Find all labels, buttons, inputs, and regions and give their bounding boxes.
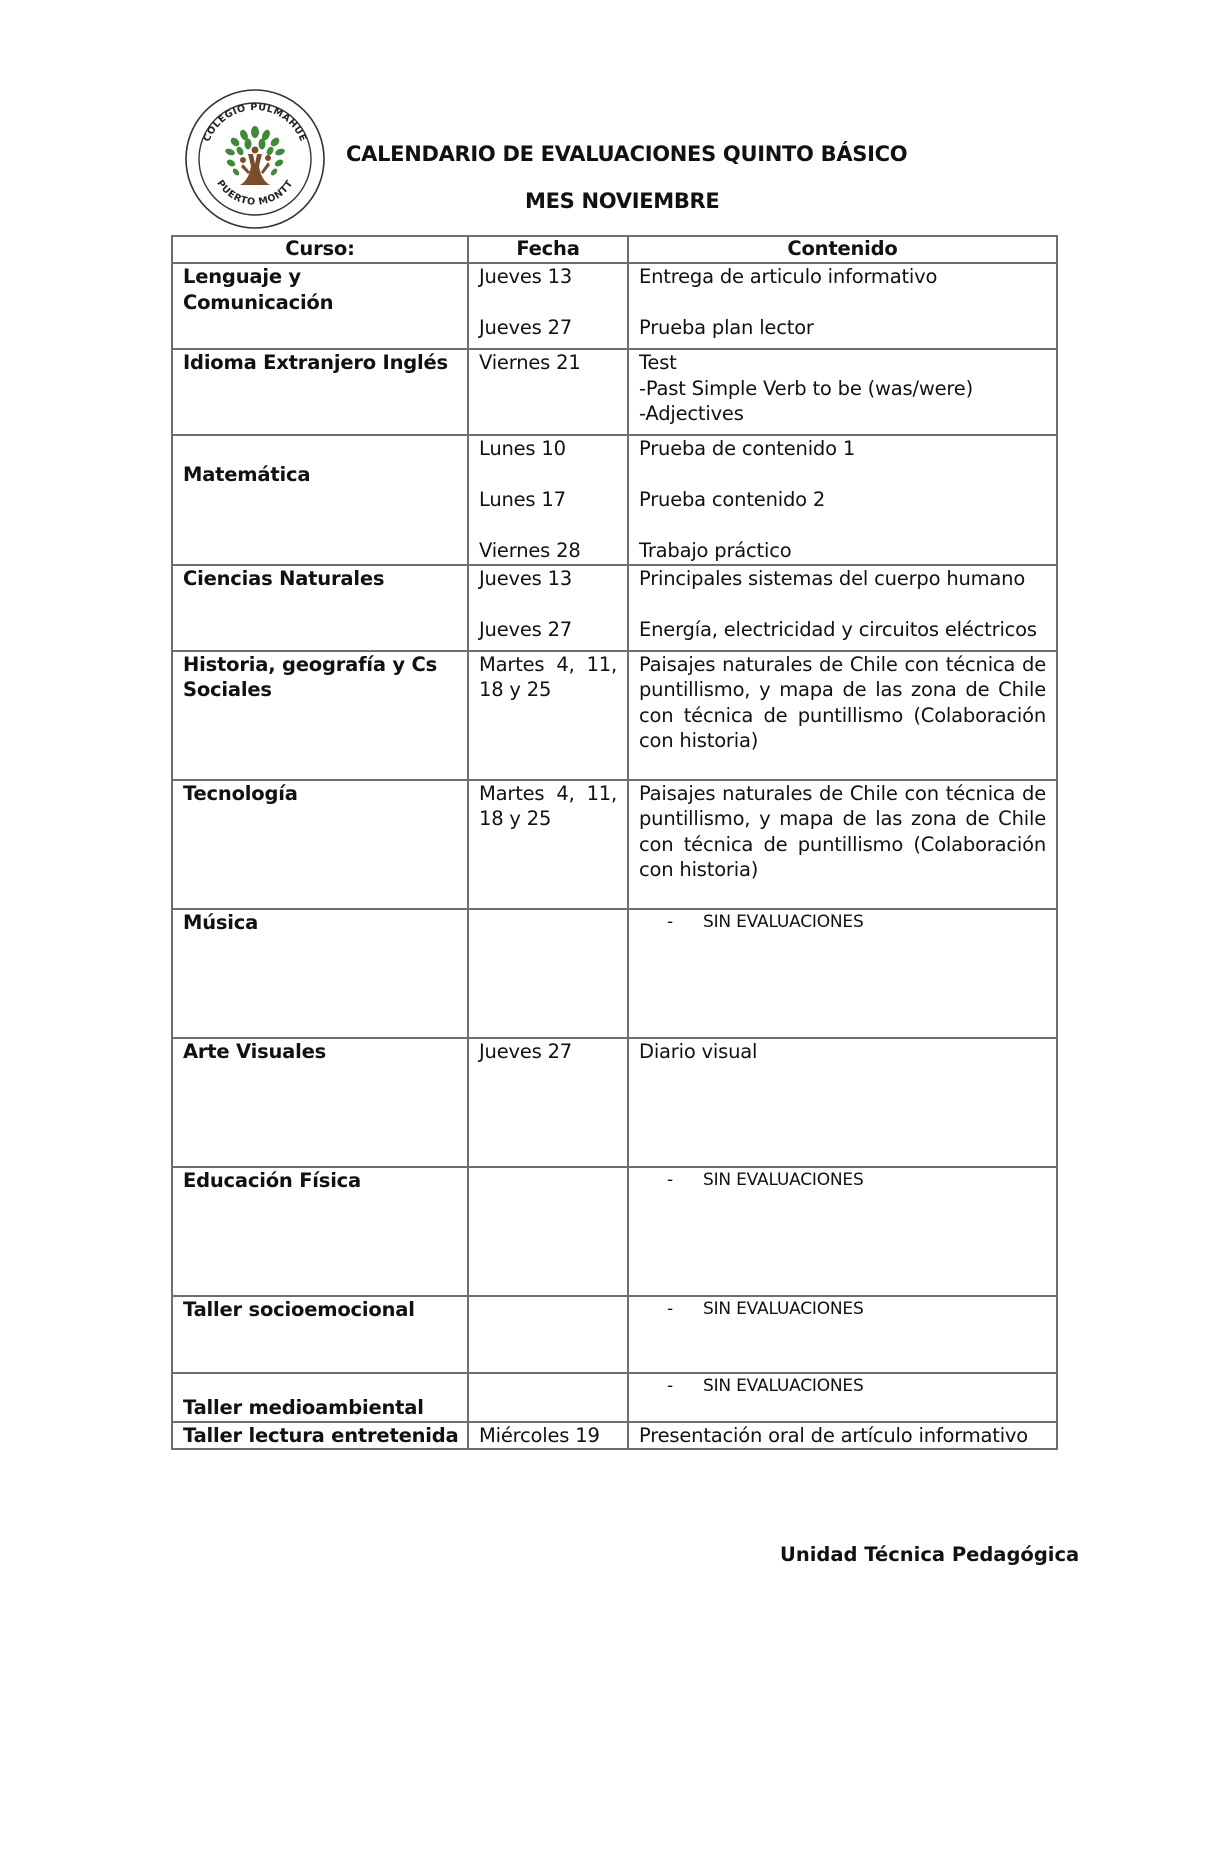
subject-cell <box>172 435 468 565</box>
date-text: Jueves 27 <box>479 316 573 339</box>
date-cell <box>468 263 628 349</box>
content-text: SIN EVALUACIONES <box>703 1298 864 1319</box>
content-cell: Paisajes naturales de Chile con técnica de puntillismo, y mapa de las zona de Chile con técnica de puntillismo (Colaboración con historia) <box>628 780 1057 909</box>
table-row <box>172 1373 1057 1422</box>
bullet-dash: - <box>667 1375 673 1396</box>
bullet-dash: - <box>667 1169 673 1190</box>
date-cell <box>468 1167 628 1296</box>
svg-text:PUERTO MONTT: PUERTO MONTT <box>214 178 296 208</box>
table-row <box>172 263 1057 349</box>
date-cell: Miércoles 19 <box>468 1422 628 1450</box>
content-text: Trabajo práctico <box>639 539 792 562</box>
subject-cell: Arte Visuales <box>172 1038 468 1167</box>
subject-cell: Taller socioemocional <box>172 1296 468 1373</box>
subject-cell <box>172 1373 468 1422</box>
date-text: Jueves 13 <box>479 566 573 590</box>
page-title: CALENDARIO DE EVALUACIONES QUINTO BÁSICO <box>346 142 908 166</box>
content-text: Prueba plan lector <box>639 316 814 339</box>
date-cell: Viernes 21 <box>468 349 628 435</box>
column-header-contenido: Contenido <box>628 236 1057 263</box>
subject-cell: Ciencias Naturales <box>172 565 468 651</box>
date-text: Jueves 13 <box>479 265 573 288</box>
table-row <box>172 1038 1057 1167</box>
content-text: SIN EVALUACIONES <box>703 1169 864 1190</box>
subject-text: Taller medioambiental <box>183 1396 424 1419</box>
subject-cell: Tecnología <box>172 780 468 909</box>
content-cell <box>628 349 1057 435</box>
date-cell: Martes 4, 11, 18 y 25 <box>468 651 628 780</box>
evaluation-calendar-table <box>171 235 1058 1450</box>
page-subtitle: MES NOVIEMBRE <box>525 189 720 213</box>
subject-cell: Taller lectura entretenida <box>172 1422 468 1450</box>
date-text: Viernes 28 <box>479 539 581 562</box>
content-cell: Paisajes naturales de Chile con técnica de puntillismo, y mapa de las zona de Chile con técnica de puntillismo (Colaboración con historia) <box>628 651 1057 780</box>
date-cell: Jueves 27 <box>468 1038 628 1167</box>
bullet-dash: - <box>667 911 673 932</box>
table-row <box>172 565 1057 651</box>
column-header-fecha: Fecha <box>468 236 628 263</box>
subject-cell: Historia, geografía y Cs Sociales <box>172 651 468 780</box>
content-text: Test <box>639 351 677 374</box>
content-text: Prueba contenido 2 <box>639 488 826 511</box>
content-cell: Presentación oral de artículo informativo <box>628 1422 1057 1450</box>
subject-text: Matemática <box>183 462 311 486</box>
subject-cell: Música <box>172 909 468 1038</box>
content-text: Entrega de articulo informativo <box>639 265 938 288</box>
table-row <box>172 1167 1057 1296</box>
content-text: SIN EVALUACIONES <box>703 1375 864 1396</box>
bullet-dash: - <box>667 1298 673 1319</box>
content-text: Principales sistemas del cuerpo humano <box>639 566 1026 590</box>
content-cell <box>628 1296 1057 1373</box>
date-cell <box>468 435 628 565</box>
content-cell <box>628 565 1057 651</box>
date-cell <box>468 909 628 1038</box>
content-text: Energía, electricidad y circuitos eléctricos <box>639 617 1037 641</box>
table-row <box>172 909 1057 1038</box>
subject-cell: Lenguaje y Comunicación <box>172 263 468 349</box>
column-header-curso: Curso: <box>172 236 468 263</box>
content-cell <box>628 1373 1057 1422</box>
date-cell: Martes 4, 11, 18 y 25 <box>468 780 628 909</box>
date-cell <box>468 1373 628 1422</box>
table-row <box>172 349 1057 435</box>
table-row <box>172 1422 1057 1450</box>
table-row <box>172 651 1057 780</box>
tree-emblem-icon <box>184 88 326 230</box>
subject-cell: Educación Física <box>172 1167 468 1296</box>
signature-text: Unidad Técnica Pedagógica <box>780 1543 1080 1566</box>
school-logo <box>184 88 326 230</box>
content-text: -Past Simple Verb to be (was/were) <box>639 376 973 400</box>
content-text: -Adjectives <box>639 402 744 425</box>
content-cell <box>628 909 1057 1038</box>
table-header-row <box>172 236 1057 263</box>
content-cell <box>628 1167 1057 1296</box>
table-row <box>172 1296 1057 1373</box>
date-cell <box>468 1296 628 1373</box>
subject-cell: Idioma Extranjero Inglés <box>172 349 468 435</box>
table-row <box>172 435 1057 565</box>
content-cell <box>628 263 1057 349</box>
date-cell <box>468 565 628 651</box>
table-row <box>172 780 1057 909</box>
content-text: Prueba de contenido 1 <box>639 437 856 460</box>
date-text: Jueves 27 <box>479 617 573 641</box>
date-text: Lunes 10 <box>479 437 566 460</box>
content-text: SIN EVALUACIONES <box>703 911 864 932</box>
date-text: Lunes 17 <box>479 488 566 511</box>
svg-text:COLEGIO PULMAHUE: COLEGIO PULMAHUE <box>201 101 309 144</box>
content-cell: Diario visual <box>628 1038 1057 1167</box>
content-cell <box>628 435 1057 565</box>
